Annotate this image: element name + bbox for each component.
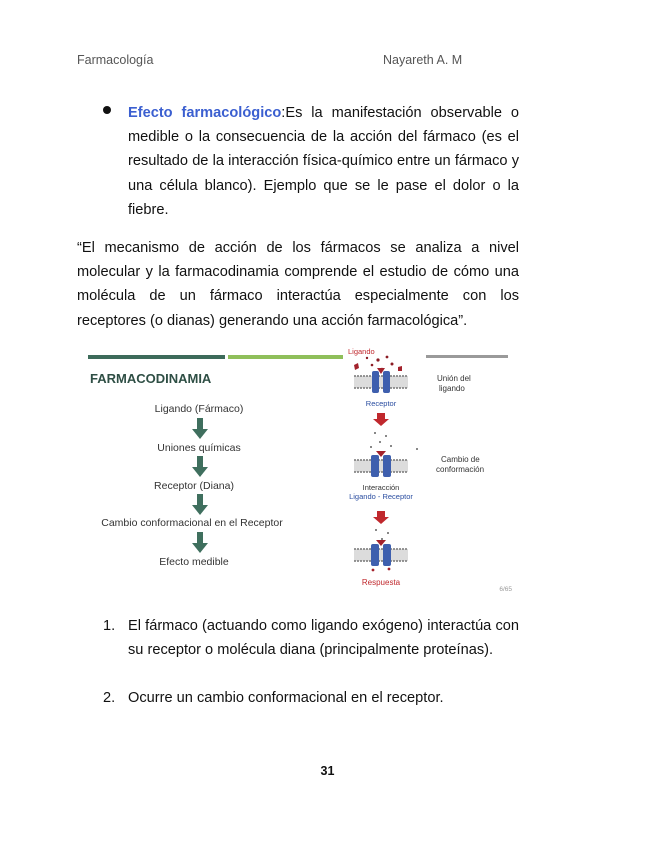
interaction-sub-label: Ligando - Receptor <box>349 492 413 501</box>
bullet-paragraph <box>128 101 519 222</box>
list-number-1: 1. <box>103 618 116 634</box>
figure-svg <box>86 343 518 597</box>
receptor-label: Receptor <box>365 399 397 408</box>
quote-paragraph: “El mecanismo de acción de los fármacos se analiza a nivel molecular y la farmacodinamia comprende el estudio de cómo una molécula de un fármaco interactúa especialmente con los receptores (o dianas) generando una acción farmacológica”. <box>77 240 519 329</box>
step-5: Efecto medible <box>159 556 229 568</box>
header-right: Nayareth A. M <box>383 53 463 67</box>
change-label-1: Cambio de <box>441 455 480 464</box>
step-2: Uniones químicas <box>157 442 241 454</box>
response-label: Respuesta <box>361 578 401 587</box>
step-3: Receptor (Diana) <box>154 480 234 492</box>
bullet-icon <box>103 106 111 114</box>
union-label-2: ligando <box>439 384 465 393</box>
slide-number: 6/65 <box>499 586 512 593</box>
scattered-dots-icon <box>375 529 389 540</box>
bar-light <box>228 355 343 359</box>
bar-dark <box>88 355 225 359</box>
red-arrow-icon <box>373 413 389 426</box>
page-number: 31 <box>320 764 335 778</box>
list-item-2: Ocurre un cambio conformacional en el receptor. <box>128 690 444 706</box>
step-4: Cambio conformacional en el Receptor <box>101 517 283 529</box>
down-arrow-icon <box>192 532 208 553</box>
header-left: Farmacología <box>77 53 154 67</box>
membrane-receptor-1-icon <box>354 368 408 393</box>
pharmacodynamics-figure <box>86 343 518 597</box>
membrane-receptor-3-icon <box>354 540 408 571</box>
down-arrow-icon <box>192 418 208 439</box>
scattered-dots-icon <box>370 432 418 450</box>
change-label-2: conformación <box>436 465 485 474</box>
down-arrow-icon <box>192 494 208 515</box>
membrane-receptor-2-icon <box>354 451 408 477</box>
bullet-term: Efecto farmacológico <box>128 105 282 121</box>
down-arrow-icon <box>192 456 208 477</box>
step-1: Ligando (Fármaco) <box>154 403 244 415</box>
ligand-label: Ligando <box>348 347 375 356</box>
list-number-2: 2. <box>103 690 116 706</box>
figure-title: FARMACODINAMIA <box>90 371 212 386</box>
bullet-text: :Es la manifestación observable o medible o la consecuencia de la acción del fármaco (es el resultado de la interacción física-químico entre un fármaco y una célula blanco). Ejemplo que se le pase el dolor o la fiebre. <box>128 105 519 218</box>
union-label-1: Unión del <box>437 374 471 383</box>
bar-gray <box>426 355 508 358</box>
list-item-1: El fármaco (actuando como ligando exógeno) interactúa con su receptor o molécula diana (principalmente proteínas). <box>128 618 519 659</box>
red-arrow-icon <box>373 511 389 524</box>
interaction-label: Interacción <box>362 483 400 492</box>
